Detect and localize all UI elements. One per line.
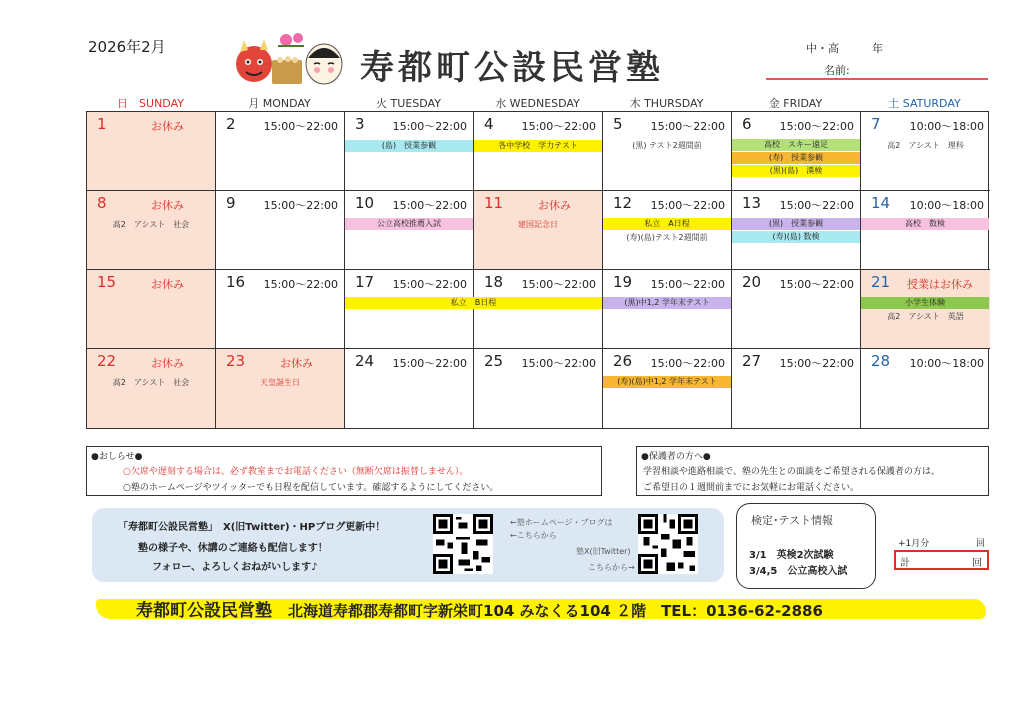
guardian-line: 学習相談や進路相談で、塾の先生との面談をご希望される保護者の方は、 xyxy=(643,467,940,477)
holiday-name: 建国記念日 xyxy=(518,220,558,229)
homepage-qr-code[interactable] xyxy=(433,514,493,574)
event-band: (黒)中1,2 学年末テスト xyxy=(603,297,731,309)
day-number: 15 xyxy=(97,273,117,291)
day-cell-15 xyxy=(87,270,216,349)
notice-heading: ●おしらせ● xyxy=(91,452,143,462)
guardian-line: ご希望日の１週間前までにお気軽にお電話ください。 xyxy=(643,483,860,493)
day-cell-10 xyxy=(345,191,474,270)
open-hours: 15:00～22:00 xyxy=(650,278,725,291)
footer-banner xyxy=(96,594,986,624)
day-cell-14 xyxy=(861,191,990,270)
day-number: 18 xyxy=(484,273,504,291)
event-note: 高2 アシスト 理科 xyxy=(887,141,964,150)
day-cell-28 xyxy=(861,349,990,428)
day-number: 10 xyxy=(355,194,375,212)
sns-line: フォロー、よろしくおねがいします♪ xyxy=(152,562,318,573)
guardian-box xyxy=(636,446,989,496)
day-number: 19 xyxy=(613,273,633,291)
weekday-saturday: 土 SATURDAY xyxy=(888,97,961,110)
notice-line: ○欠席や遅刻する場合は、必ず教室までお電話ください（無断欠席は振替しません）。 xyxy=(123,467,469,477)
open-hours: 15:00～22:00 xyxy=(650,357,725,370)
day-cell-24 xyxy=(345,349,474,428)
day-number: 1 xyxy=(97,115,107,133)
test-info-line: 3/4,5 公立高校入試 xyxy=(749,566,848,577)
footer-text xyxy=(136,596,823,621)
prev-month-label: +1月分 xyxy=(898,539,930,549)
day-number: 11 xyxy=(484,194,504,212)
oni-okame-icon xyxy=(228,30,346,90)
open-hours: 15:00～22:00 xyxy=(392,278,467,291)
event-band: (寿)(島)中1,2 学年末テスト xyxy=(603,376,731,388)
guardian-heading: ●保護者の方へ● xyxy=(641,452,711,462)
open-hours: 15:00～22:00 xyxy=(263,120,338,133)
open-hours: 15:00～22:00 xyxy=(263,278,338,291)
open-hours: 10:00～18:00 xyxy=(909,357,984,370)
notice-line: ○塾のホームページやツイッターでも日程を配信しています。確認するようにしてください。 xyxy=(123,483,499,493)
qr-code-icon xyxy=(433,514,493,574)
calendar-grid xyxy=(86,111,989,429)
open-hours: 15:00～22:00 xyxy=(392,120,467,133)
closed-label: お休み xyxy=(151,278,184,291)
day-number: 17 xyxy=(355,273,375,291)
day-number: 28 xyxy=(871,352,891,370)
qr-code-icon xyxy=(638,514,698,574)
school-title: 寿都町公設民営塾 xyxy=(360,48,664,88)
total-label: 計 xyxy=(900,558,910,569)
total-unit: 回 xyxy=(972,558,982,569)
footer-school-name: 寿都町公設民営塾 xyxy=(136,601,272,621)
day-number: 4 xyxy=(484,115,494,133)
event-note: 高2 アシスト 英語 xyxy=(887,312,964,321)
day-cell-22 xyxy=(87,349,216,428)
day-number: 8 xyxy=(97,194,107,212)
day-number: 21 xyxy=(871,273,891,291)
day-number: 26 xyxy=(613,352,633,370)
open-hours: 15:00～22:00 xyxy=(779,278,854,291)
grade-label: 中・高 年 xyxy=(806,42,883,55)
day-cell-1 xyxy=(87,112,216,191)
day-cell-21 xyxy=(861,270,990,349)
sns-line: 「寿都町公設民営塾」 X(旧Twitter)・HPブログ更新中！ xyxy=(118,522,386,533)
day-cell-17 xyxy=(345,270,474,349)
open-hours: 15:00～22:00 xyxy=(779,120,854,133)
day-number: 23 xyxy=(226,352,246,370)
day-cell-18 xyxy=(474,270,603,349)
holiday-name: 天皇誕生日 xyxy=(260,378,300,387)
day-cell-20 xyxy=(732,270,861,349)
open-hours: 15:00～22:00 xyxy=(263,199,338,212)
day-number: 9 xyxy=(226,194,236,212)
weekday-monday: 月 MONDAY xyxy=(248,97,311,110)
prev-month-unit: 回 xyxy=(976,539,986,549)
name-underline xyxy=(766,78,988,80)
test-info-line: 3/1 英検2次試験 xyxy=(749,550,834,561)
weekday-thursday: 木 THURSDAY xyxy=(629,97,704,110)
day-number: 25 xyxy=(484,352,504,370)
day-number: 22 xyxy=(97,352,117,370)
day-cell-26 xyxy=(603,349,732,428)
sns-panel xyxy=(92,508,724,582)
day-number: 27 xyxy=(742,352,762,370)
day-cell-27 xyxy=(732,349,861,428)
weekday-tuesday: 火 TUESDAY xyxy=(376,97,441,110)
event-band: (島) 授業参観 xyxy=(345,140,473,152)
closed-label: お休み xyxy=(280,357,313,370)
closed-label: お休み xyxy=(538,199,571,212)
day-number: 7 xyxy=(871,115,881,133)
event-band: 小学生体験 xyxy=(861,297,989,309)
test-info-box xyxy=(736,503,876,589)
day-cell-11 xyxy=(474,191,603,270)
open-hours: 15:00～22:00 xyxy=(521,278,596,291)
day-cell-12 xyxy=(603,191,732,270)
event-band: (寿)(島) 数検 xyxy=(732,231,860,243)
open-hours: 15:00～22:00 xyxy=(779,357,854,370)
day-cell-7 xyxy=(861,112,990,191)
day-cell-13 xyxy=(732,191,861,270)
open-hours: 15:00～22:00 xyxy=(779,199,854,212)
day-cell-3 xyxy=(345,112,474,191)
day-number: 16 xyxy=(226,273,246,291)
day-cell-23 xyxy=(216,349,345,428)
month-label: 2026年2月 xyxy=(88,38,166,56)
day-number: 13 xyxy=(742,194,762,212)
day-number: 2 xyxy=(226,115,236,133)
day-cell-6 xyxy=(732,112,861,191)
open-hours: 10:00～18:00 xyxy=(909,199,984,212)
total-count-box xyxy=(894,550,989,570)
x-qr-label: 塾X(旧Twitter) xyxy=(576,547,631,556)
event-note: 高2 アシスト 社会 xyxy=(112,220,190,229)
event-band: 私立 A日程 xyxy=(603,218,731,230)
open-hours: 15:00～22:00 xyxy=(392,199,467,212)
open-hours: 10:00～18:00 xyxy=(909,120,984,133)
day-cell-16 xyxy=(216,270,345,349)
sns-line: 塾の様子や、休講のご連絡も配信します！ xyxy=(138,543,328,554)
event-note: (寿)(島)テスト2週間前 xyxy=(626,233,708,242)
event-band: 各中学校 学力テスト xyxy=(474,140,602,152)
day-number: 3 xyxy=(355,115,365,133)
day-cell-8 xyxy=(87,191,216,270)
setsubun-illustration xyxy=(228,30,346,90)
day-cell-19 xyxy=(603,270,732,349)
weekday-friday: 金 FRIDAY xyxy=(768,97,823,110)
footer-address: 北海道寿都郡寿都町字新栄町104 みなくる104 ２階 TEL：0136-62-2886 xyxy=(288,602,823,620)
x-qr-label: こちらから→ xyxy=(588,563,635,572)
name-label: 名前: xyxy=(824,64,850,77)
event-band-span: 私立 B日程 xyxy=(345,297,602,309)
event-band: (黒) 授業参観 xyxy=(732,218,860,230)
day-number: 14 xyxy=(871,194,891,212)
day-cell-25 xyxy=(474,349,603,428)
closed-label: お休み xyxy=(151,199,184,212)
day-number: 12 xyxy=(613,194,633,212)
x-twitter-qr-code[interactable] xyxy=(638,514,698,574)
event-band: 高校 スキー遠足 xyxy=(732,139,860,151)
homepage-qr-label: ←塾ホームページ・ブログは xyxy=(510,518,613,527)
closed-label: 授業はお休み xyxy=(907,278,973,291)
day-cell-5 xyxy=(603,112,732,191)
weekday-wednesday: 水 WEDNESDAY xyxy=(495,97,580,110)
open-hours: 15:00～22:00 xyxy=(392,357,467,370)
day-number: 6 xyxy=(742,115,752,133)
open-hours: 15:00～22:00 xyxy=(521,357,596,370)
event-note: (黒) テスト2週間前 xyxy=(632,141,702,150)
homepage-qr-label: ←こちらから xyxy=(510,531,557,540)
test-info-heading: 検定･テスト情報 xyxy=(751,514,834,527)
day-number: 5 xyxy=(613,115,623,133)
day-cell-9 xyxy=(216,191,345,270)
day-number: 24 xyxy=(355,352,375,370)
open-hours: 15:00～22:00 xyxy=(650,199,725,212)
event-band: (黒)(島) 漢検 xyxy=(732,165,860,177)
open-hours: 15:00～22:00 xyxy=(650,120,725,133)
notice-box xyxy=(86,446,602,496)
event-note: 高2 アシスト 社会 xyxy=(112,378,190,387)
open-hours: 15:00～22:00 xyxy=(521,120,596,133)
event-band: (寿) 授業参観 xyxy=(732,152,860,164)
closed-label: お休み xyxy=(151,120,184,133)
day-number: 20 xyxy=(742,273,762,291)
event-band: 公立高校推薦入試 xyxy=(345,218,473,230)
day-cell-2 xyxy=(216,112,345,191)
event-band: 高校 数検 xyxy=(861,218,989,230)
closed-label: お休み xyxy=(151,357,184,370)
weekday-sunday: 日 SUNDAY xyxy=(117,97,184,110)
day-cell-4 xyxy=(474,112,603,191)
